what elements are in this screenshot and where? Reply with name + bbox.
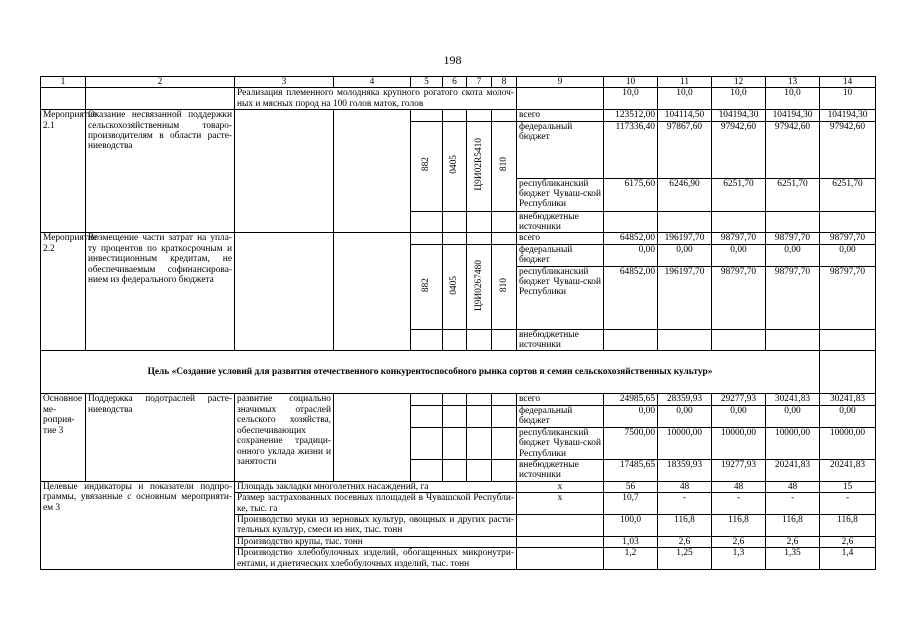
value-cell: 196197,70 [658, 233, 712, 244]
grbs-code-text: 882 [421, 278, 432, 293]
code-cell [467, 459, 492, 481]
code-cell [467, 394, 492, 405]
value-cell [604, 211, 658, 233]
value-cell: 98797,70 [712, 233, 766, 244]
column-header: 7 [467, 77, 492, 88]
code-cell [467, 405, 492, 427]
funding-source: внебюджетные источники [517, 211, 604, 233]
funding-source: всего [517, 233, 604, 244]
value-cell: 17485,65 [604, 459, 658, 481]
value-cell: 196197,70 [658, 266, 712, 329]
table-cell [517, 88, 604, 110]
value-cell: 1,4 [820, 548, 876, 570]
value-cell: 0,00 [712, 244, 766, 266]
value-cell: 1,2 [604, 548, 658, 570]
value-cell [658, 329, 712, 351]
code-cell [467, 233, 492, 244]
goal-row [41, 351, 876, 394]
measure-code: Мероприятие 2.2 [41, 233, 86, 351]
expense-type-code-text: 810 [498, 157, 509, 172]
indicator-name: Размер застрахованных посевных площадей в Чувашской Республи-ке, тыс. га [235, 493, 517, 515]
funding-source: внебюджетные источники [517, 329, 604, 351]
value-cell: 0,00 [658, 405, 712, 427]
measure-code: Основное ме-роприя-тие 3 [41, 394, 86, 481]
value-cell: 97942,60 [712, 121, 766, 178]
expense-type-code-text: 810 [498, 278, 509, 293]
code-cell [443, 394, 467, 405]
expense-type-code [492, 121, 517, 211]
value-cell: 0,00 [712, 405, 766, 427]
code-cell [411, 427, 443, 459]
column-header: 10 [604, 77, 658, 88]
column-header: 1 [41, 77, 86, 88]
section-code-text: 0405 [449, 275, 460, 295]
code-cell [467, 110, 492, 121]
code-cell [443, 110, 467, 121]
value-cell: - [820, 493, 876, 515]
funding-source: федеральный бюджет [517, 121, 604, 178]
target-article-code-text: Ц9И02R5410 [473, 138, 484, 191]
value-cell: 6251,70 [766, 178, 820, 211]
value-cell: 10,0 [658, 88, 712, 110]
code-cell [467, 427, 492, 459]
funding-source: федеральный бюджет [517, 244, 604, 266]
value-cell: 64852,00 [604, 266, 658, 329]
value-cell: 98797,70 [712, 266, 766, 329]
value-cell [712, 211, 766, 233]
code-cell [492, 459, 517, 481]
code-cell [411, 405, 443, 427]
value-cell: 98797,70 [820, 233, 876, 244]
value-cell: 6251,70 [712, 178, 766, 211]
value-cell: 98797,70 [766, 266, 820, 329]
value-cell: 20241,83 [820, 459, 876, 481]
funding-source: всего [517, 394, 604, 405]
column-header: 12 [712, 77, 766, 88]
code-cell [443, 233, 467, 244]
value-cell: 56 [604, 481, 658, 492]
indicator-name: Площадь закладки многолетних насаждений, га [235, 481, 517, 492]
grbs-code [411, 244, 443, 329]
column-header: 6 [443, 77, 467, 88]
value-cell: 2,6 [658, 536, 712, 547]
value-cell: 0,00 [820, 244, 876, 266]
page-number: 198 [443, 53, 462, 67]
indicator-row [41, 481, 876, 492]
value-cell: 0,00 [604, 244, 658, 266]
value-cell: 24985,65 [604, 394, 658, 405]
code-cell [467, 329, 492, 351]
value-cell: 20241,83 [766, 459, 820, 481]
target-article-code [467, 121, 492, 211]
value-cell: 97942,60 [766, 121, 820, 178]
value-cell: 104194,30 [820, 110, 876, 121]
measure-name: Оказание несвязанной поддержки сельскохозяйственным товаро-производителям в области расте-ниеводства [86, 110, 235, 233]
funding-source: республиканский бюджет Чуваш-ской Республики [517, 427, 604, 459]
value-cell: 48 [766, 481, 820, 492]
value-cell: 10 [820, 88, 876, 110]
value-cell: 10,0 [604, 88, 658, 110]
value-cell: 10,0 [766, 88, 820, 110]
indicator-unit: x [517, 493, 604, 515]
measure-code: Мероприятие 2.1 [41, 110, 86, 233]
target-article-code-text: Ц9И0267480 [473, 259, 484, 311]
code-cell [411, 329, 443, 351]
value-cell: 97942,60 [820, 121, 876, 178]
indicator-unit: x [517, 481, 604, 492]
value-cell: 15 [820, 481, 876, 492]
executor-cell [334, 394, 411, 481]
value-cell: 10000,00 [658, 427, 712, 459]
header-row [41, 77, 876, 88]
column-header: 4 [334, 77, 411, 88]
indicator-unit [517, 514, 604, 536]
program-table [40, 76, 876, 570]
value-cell: - [658, 493, 712, 515]
value-cell: 1,03 [604, 536, 658, 547]
table-cell [86, 88, 235, 110]
value-cell: 116,8 [658, 514, 712, 536]
indicator-name: Производство крупы, тыс. тонн [235, 536, 517, 547]
funding-source: республиканский бюджет Чуваш-ской Республики [517, 266, 604, 329]
value-cell: 98797,70 [820, 266, 876, 329]
section-code [443, 121, 467, 211]
value-cell: 0,00 [604, 405, 658, 427]
value-cell: 116,8 [766, 514, 820, 536]
value-cell: 0,00 [766, 405, 820, 427]
value-cell: 48 [712, 481, 766, 492]
om3-row [41, 394, 876, 405]
value-cell: 104194,30 [766, 110, 820, 121]
value-cell: 2,6 [712, 536, 766, 547]
value-cell: 6246,90 [658, 178, 712, 211]
code-cell [443, 427, 467, 459]
value-cell: 29277,93 [712, 394, 766, 405]
value-cell [820, 211, 876, 233]
value-cell: 64852,00 [604, 233, 658, 244]
code-cell [492, 427, 517, 459]
code-cell [492, 211, 517, 233]
value-cell [658, 211, 712, 233]
value-cell: 30241,83 [820, 394, 876, 405]
grbs-code [411, 121, 443, 211]
indicator-unit [517, 536, 604, 547]
value-cell: 2,6 [766, 536, 820, 547]
value-cell: 116,8 [820, 514, 876, 536]
column-header: 2 [86, 77, 235, 88]
value-cell: 0,00 [820, 405, 876, 427]
table-cell [41, 88, 86, 110]
goal-cell [235, 233, 334, 351]
executor-cell [334, 110, 411, 233]
code-cell [411, 110, 443, 121]
value-cell: 6175,60 [604, 178, 658, 211]
section-code [443, 244, 467, 329]
code-cell [443, 211, 467, 233]
value-cell: 28359,93 [658, 394, 712, 405]
indicators-label: Целевые индикаторы и показатели подпро-граммы, увязанные с основным мероприяти-ем 3 [41, 481, 235, 569]
measure-name: Поддержка подотраслей расте-ниеводства [86, 394, 235, 481]
section-code-text: 0405 [449, 155, 460, 174]
indicator-text: Реализация племенного молодняка крупного рогатого скота молоч-ных и мясных пород на 100 голов маток, голов [235, 88, 517, 110]
table-cell [820, 351, 876, 394]
value-cell: 0,00 [658, 244, 712, 266]
code-cell [492, 110, 517, 121]
funding-source: федеральный бюджет [517, 405, 604, 427]
goal-title: Цель «Создание условий для развития отечественного конкурентоспособного рынка сортов и семян сельскохозяйственных культур» [41, 351, 820, 394]
code-cell [492, 233, 517, 244]
value-cell: 1,3 [712, 548, 766, 570]
funding-source: внебюджетные источники [517, 459, 604, 481]
code-cell [411, 233, 443, 244]
value-cell: 10000,00 [712, 427, 766, 459]
indicator-name: Производство хлебобулочных изделий, обогащенных микронутри-ентами, и диетических хлебобулочных изделий, тыс. тонн [235, 548, 517, 570]
code-cell [443, 405, 467, 427]
value-cell [766, 211, 820, 233]
executor-cell [334, 233, 411, 351]
value-cell [604, 329, 658, 351]
value-cell: 104114,50 [658, 110, 712, 121]
value-cell: 48 [658, 481, 712, 492]
value-cell [766, 329, 820, 351]
column-header: 3 [235, 77, 334, 88]
code-cell [443, 459, 467, 481]
funding-source: республиканский бюджет Чуваш-ской Республики [517, 178, 604, 211]
column-header: 13 [766, 77, 820, 88]
grbs-code-text: 882 [421, 157, 432, 172]
value-cell: 1,25 [658, 548, 712, 570]
code-cell [411, 394, 443, 405]
indicator-name: Производство муки из зерновых культур, овощных и других расти-тельных культур, смеси из них, тыс. тонн [235, 514, 517, 536]
value-cell: 10,0 [712, 88, 766, 110]
value-cell: 19277,93 [712, 459, 766, 481]
value-cell: 104194,30 [712, 110, 766, 121]
value-cell: 2,6 [820, 536, 876, 547]
measure-name: Возмещение части затрат на упла-ту процентов по краткосрочным и инвестиционным кредитам, не обеспечиваемым софинансирова-нием из федерального бюджета [86, 233, 235, 351]
value-cell: 1,35 [766, 548, 820, 570]
column-header: 11 [658, 77, 712, 88]
value-cell: 10000,00 [766, 427, 820, 459]
code-cell [492, 394, 517, 405]
breeding-row [41, 88, 876, 110]
value-cell: 0,00 [766, 244, 820, 266]
column-header: 8 [492, 77, 517, 88]
code-cell [411, 211, 443, 233]
value-cell: 123512,00 [604, 110, 658, 121]
value-cell: 10000,00 [820, 427, 876, 459]
measure-target: развитие социально значимых отраслей сельского хозяйства, обеспечивающих сохранение традици-онного уклада жизни и занятости [235, 394, 334, 481]
code-cell [443, 329, 467, 351]
column-header: 14 [820, 77, 876, 88]
value-cell: 116,8 [712, 514, 766, 536]
column-header: 5 [411, 77, 443, 88]
value-cell: 100,0 [604, 514, 658, 536]
code-cell [411, 459, 443, 481]
goal-cell [235, 110, 334, 233]
code-cell [492, 405, 517, 427]
value-cell [712, 329, 766, 351]
funding-source: всего [517, 110, 604, 121]
value-cell: 97867,60 [658, 121, 712, 178]
code-cell [492, 329, 517, 351]
code-cell [467, 211, 492, 233]
indicator-unit [517, 548, 604, 570]
column-header: 9 [517, 77, 604, 88]
m22-row [41, 233, 876, 244]
value-cell: 6251,70 [820, 178, 876, 211]
value-cell: 18359,93 [658, 459, 712, 481]
value-cell: - [766, 493, 820, 515]
target-article-code [467, 244, 492, 329]
value-cell [820, 329, 876, 351]
value-cell: 98797,70 [766, 233, 820, 244]
value-cell: 10,7 [604, 493, 658, 515]
m21-row [41, 110, 876, 121]
value-cell: 30241,83 [766, 394, 820, 405]
value-cell: 7500,00 [604, 427, 658, 459]
value-cell: 117336,40 [604, 121, 658, 178]
expense-type-code [492, 244, 517, 329]
value-cell: - [712, 493, 766, 515]
